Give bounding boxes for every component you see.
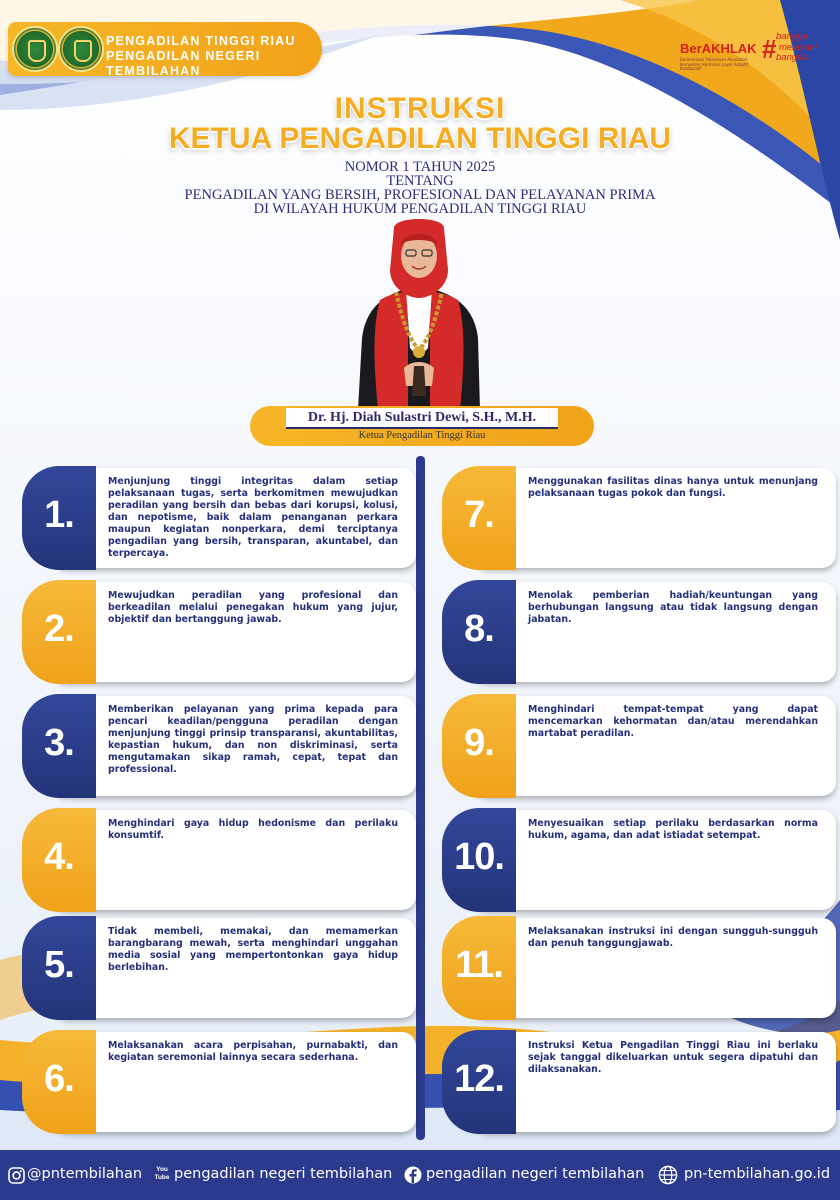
instruction-number: 7. <box>464 494 494 536</box>
instruction-text: Menghindari tempat-tempat yang dapat mencemarkan kehormatan dan/atau merendahkan martabat peradilan. <box>528 704 818 739</box>
instruction-number: 11. <box>455 944 503 986</box>
instruction-number: 2. <box>44 608 74 650</box>
instruction-item-4 <box>22 808 420 912</box>
footer-instagram[interactable]: @pntembilahan <box>27 1166 143 1182</box>
instruction-item-7 <box>442 466 840 570</box>
instruction-item-5 <box>22 916 420 1020</box>
court-names <box>106 34 322 79</box>
instruction-text: Melaksanakan instruksi ini dengan sungguh-sungguh dan penuh tanggungjawab. <box>528 926 818 949</box>
footer-youtube[interactable]: pengadilan negeri tembilahan <box>174 1166 393 1182</box>
title-instruksi: INSTRUKSI <box>334 92 506 125</box>
court-logo-icon <box>58 26 104 72</box>
footer-website[interactable]: pn-tembilahan.go.id <box>684 1166 831 1182</box>
court-name-high: PENGADILAN TINGGI RIAU <box>106 34 296 48</box>
berakhlak-logo <box>680 31 820 74</box>
instruction-item-2 <box>22 580 420 684</box>
hashtag-icon: # <box>762 34 777 64</box>
berakhlak-word: BerAKHLAK <box>680 41 757 56</box>
instruction-item-12 <box>442 1030 840 1134</box>
subtitle-subject-1: PENGADILAN YANG BERSIH, PROFESIONAL DAN PELAYANAN PRIMA <box>184 187 656 203</box>
official-role: Ketua Pengadilan Tinggi Riau <box>358 430 486 441</box>
berakhlak-slogan <box>776 32 817 64</box>
instruction-item-3 <box>22 694 420 798</box>
court-name-district: PENGADILAN NEGERI TEMBILAHAN <box>106 49 261 78</box>
footer-facebook[interactable]: pengadilan negeri tembilahan <box>426 1166 645 1182</box>
instruction-number: 4. <box>44 836 74 878</box>
instruction-number: 1. <box>44 494 74 536</box>
court-header-badge <box>8 22 322 76</box>
instruction-text: Menyesuaikan setiap perilaku berdasarkan norma hukum, agama, dan adat istiadat setempat. <box>528 818 818 841</box>
subtitle-number: NOMOR 1 TAHUN 2025 <box>344 159 496 175</box>
court-logo-icon <box>12 26 58 72</box>
subtitle-subject-2: DI WILAYAH HUKUM PENGADILAN TINGGI RIAU <box>253 201 587 217</box>
instruction-number: 12. <box>454 1058 504 1100</box>
title-ketua: KETUA PENGADILAN TINGGI RIAU <box>168 122 672 155</box>
youtube-icon-label: You Tube <box>154 1166 170 1181</box>
berakhlak-subtitle: Berorientasi Pelayanan Akuntabel Kompeten Harmonis Loyal Adaptif Kolaboratif <box>680 57 749 71</box>
official-name: Dr. Hj. Diah Sulastri Dewi, S.H., M.H. <box>286 408 558 427</box>
instruction-number: 5. <box>44 944 74 986</box>
instruction-item-1 <box>22 466 420 570</box>
globe-icon <box>658 1165 678 1185</box>
instruction-item-10 <box>442 808 840 912</box>
instruction-item-11 <box>442 916 840 1020</box>
slogan-melayani: melayani <box>779 41 818 53</box>
instruction-number: 3. <box>44 722 74 764</box>
instruction-text: Memberikan pelayanan yang prima kepada para pencari keadilan/pengguna peradilan dengan menjunjung tinggi prinsip transparansi, akuntabilitas, kepastian hukum, dan non diskriminasi, serta mengutamakan sikap ramah, cepat, tepat dan professional. <box>108 704 398 775</box>
instruction-number: 6. <box>44 1058 74 1100</box>
instruction-number: 8. <box>464 608 494 650</box>
instruction-item-9 <box>442 694 840 798</box>
subtitle-about: TENTANG <box>386 173 454 189</box>
instagram-icon <box>8 1167 25 1184</box>
slogan-bangsa: bangsa <box>776 52 808 63</box>
instruction-item-6 <box>22 1030 420 1134</box>
facebook-icon <box>404 1166 422 1184</box>
instruction-text: Instruksi Ketua Pengadilan Tinggi Riau ini berlaku sejak tanggal dikeluarkan untuk segera dipatuhi dan dilaksanakan. <box>528 1040 818 1075</box>
instruction-text: Menggunakan fasilitas dinas hanya untuk menunjang pelaksanaan tugas pokok dan fungsi. <box>528 476 818 499</box>
official-portrait <box>356 218 482 410</box>
instruction-text: Menjunjung tinggi integritas dalam setiap pelaksanaan tugas, serta berkomitmen mewujudkan peradilan yang bersih dan bebas dari korupsi, kolusi, dan nepotisme, baik dalam penanganan perkara maupun kegiatan nonperkara, demi terciptanya pengadilan yang bersih, transparan, akuntabel, dan terpercaya. <box>108 476 398 559</box>
slogan-bangga: bangga <box>776 31 808 42</box>
instruction-text: Melaksanakan acara perpisahan, purnabakti, dan kegiatan seremonial lainnya secara sederhana. <box>108 1040 398 1063</box>
instruction-text: Menolak pemberian hadiah/keuntungan yang berhubungan langsung atau tidak langsung dengan jabatan. <box>528 590 818 625</box>
instruction-number: 9. <box>464 722 494 764</box>
instruction-number: 10. <box>454 836 504 878</box>
name-underline <box>286 427 558 429</box>
instruction-text: Tidak membeli, memakai, dan memamerkan barangbarang mewah, serta menghindari unggahan media sosial yang mempertontonkan gaya hidup berlebihan. <box>108 926 398 973</box>
instruction-item-8 <box>442 580 840 684</box>
instruction-text: Mewujudkan peradilan yang profesional dan berkeadilan melalui penegakan hukum yang jujur, objektif dan bertanggung jawab. <box>108 590 398 625</box>
instruction-text: Menghindari gaya hidup hedonisme dan perilaku konsumtif. <box>108 818 398 841</box>
youtube-icon <box>152 1166 172 1184</box>
